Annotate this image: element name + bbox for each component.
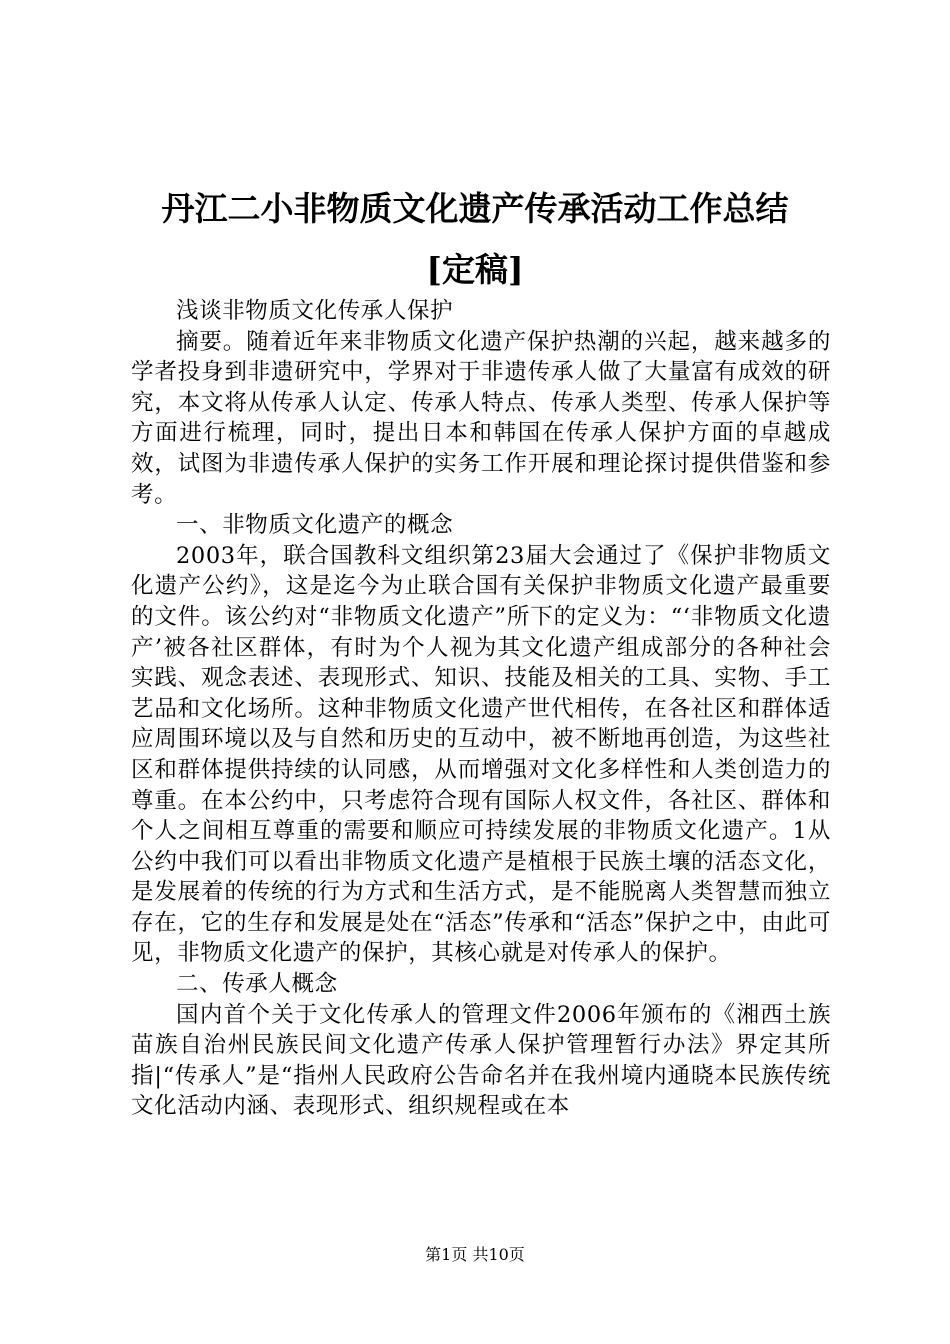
document-title-status: [定稿] [426, 250, 524, 289]
document-title: 丹江二小非物质文化遗产传承活动工作总结 [161, 189, 789, 228]
article-title: 浅谈非物质文化传承人保护 [176, 298, 454, 324]
abstract-paragraph: 摘要。随着近年来非物质文化遗产保护热潮的兴起，越来越多的学者投身到非遗研究中，学界对于非遗传承人做了大量富有成效的研究，本文将从传承人认定、传承人特点、传承人类型、传承人保护等方面进行梳理，同时，提出日本和韩国在传承人保护方面的卓越成效，试图为非遗传承人保护的实务工作开展和理论探讨提供借鉴和参考。 [131, 328, 831, 508]
document-body [131, 296, 831, 1122]
body-paragraph: 国内首个关于文化传承人的管理文件2006年颁布的《湘西土族苗族自治州民族民间文化遗产传承人保护管理暂行办法》界定其所指|“传承人”是“指州人民政府公告命名并在我州境内通晓本民族传统文化活动内涵、表现形式、组织规程或在本 [131, 1001, 831, 1120]
page-number-footer: 第1页 共10页 [425, 1245, 525, 1264]
body-paragraph: 2003年，联合国教科文组织第23届大会通过了《保护非物质文化遗产公约》，这是迄今为止联合国有关保护非物质文化遗产最重要的文件。该公约对“非物质文化遗产”所下的定义为：“‘非物质文化遗产’被各社区群体，有时为个人视为其文化遗产组成部分的各种社会实践、观念表述、表现形式、知识、技能及相关的工具、实物、手工艺品和文化场所。这种非物质文化遗产世代相传，在各社区和群体适应周围环境以及与自然和历史的互动中，被不断地再创造，为这些社区和群体提供持续的认同感，从而增强对文化多样性和人类创造力的尊重。在本公约中，只考虑符合现有国际人权文件，各社区、群体和个人之间相互尊重的需要和顺应可持续发展的非物质文化遗产。1从公约中我们可以看出非物质文化遗产是植根于民族土壤的活态文化，是发展着的传统的行为方式和生活方式，是不能脱离人类智慧而独立存在，它的生存和发展是处在“活态”传承和“活态”保护之中，由此可见，非物质文化遗产的保护，其核心就是对传承人的保护。 [131, 542, 831, 967]
section-heading-2: 二、传承人概念 [176, 971, 338, 998]
section-heading-1: 一、非物质文化遗产的概念 [176, 512, 454, 539]
